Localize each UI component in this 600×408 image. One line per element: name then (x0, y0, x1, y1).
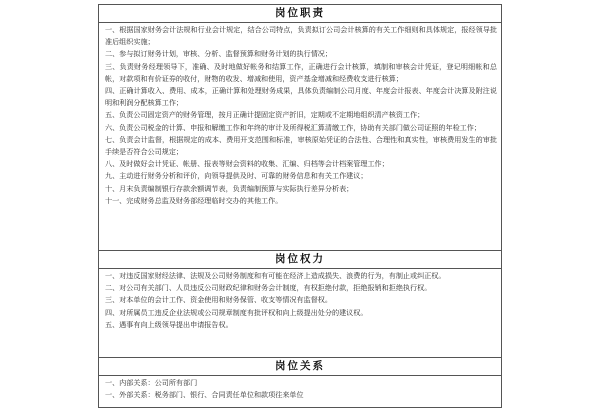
relations-header: 岗位关系 (99, 358, 501, 376)
duty-item: 二、参与拟订财务计划，审核、分析、监督预算和财务计划的执行情况； (105, 49, 332, 59)
duties-header: 岗位职责 (99, 5, 501, 23)
power-item: 三、对本单位的会计工作、资金使用和财务保管、收支等情况有监督权。 (105, 295, 332, 305)
job-description-table (98, 4, 502, 408)
duty-item: 六、负责公司税金的计算、申报和解缴工作和年终的审计及所得税汇算清缴工作，协助有关部门做公司证照的年检工作； (105, 122, 481, 132)
duty-item: 八、及时做好会计凭证、帐册、报表等财会资料的收集、汇编、归档等会计档案管理工作； (105, 159, 389, 169)
duty-item: 七、负责会计监督，根据规定的成本、费用开支范围和标准，审核原始凭证的合法性、合理性和真实性，审核费用发生的审批手续是否符合公司规定； (105, 134, 497, 157)
power-item: 五、遇事有向上级领导提出申请报告权。 (105, 319, 233, 329)
relation-item: 一、内部关系：公司所有部门 (105, 378, 198, 387)
relation-item: 一、外部关系：税务部门、银行、合同责任单位和款项往来单位 (105, 390, 304, 400)
relations-body (99, 376, 501, 407)
duty-item: 十、月末负责编制银行存款余额调节表，负责编制预算与实际执行差异分析表； (105, 183, 354, 193)
power-item: 一、对违反国家财经法律、法规及公司财务制度和有可能在经济上造成损失、浪费的行为，有制止或纠正权。 (105, 271, 446, 280)
duties-body (99, 23, 501, 251)
duty-item: 三、负责财务经理领导下，准确、及时地做好帐务和结算工作，正确进行会计核算，填制和审核会计凭证，登记明细帐和总帐，对款项和有价证券的收付，财物的收发、增减和使用，资产基金增减和经费收支进行核算； (105, 61, 497, 83)
power-item: 二、对公司有关部门、人员违反公司财政纪律和财务会计制度，有权拒绝付款，拒绝报销和拒绝执行权。 (105, 283, 432, 293)
duty-item: 一、根据国家财务会计法规和行业会计规定，结合公司特点，负责拟订公司会计核算的有关工作细则和具体规定，报经领导批准后组织实施； (105, 25, 497, 47)
duty-item: 五、负责公司固定资产的财务管理，按月正确计提固定资产折旧，定期或不定期地组织清产核资工作； (105, 110, 425, 120)
duty-item: 九、主动进行财务分析和评价，向领导提供及时、可靠的财务信息和有关工作建议； (105, 171, 368, 181)
duty-item: 十一、完成财务总监及财务部经理临时交办的其他工作。 (105, 195, 283, 205)
powers-header: 岗位权力 (99, 251, 501, 269)
power-item: 四、对所属员工违反企业法规或公司规章制度有批评权和向上级提出处分的建议权。 (105, 307, 368, 317)
powers-body (99, 269, 501, 358)
duty-item: 四、正确计算收入、费用、成本，正确计算和处理财务成果，具体负责编制公司月度、年度会计报表、年度会计决算及附注说明和利润分配核算工作； (105, 86, 497, 108)
